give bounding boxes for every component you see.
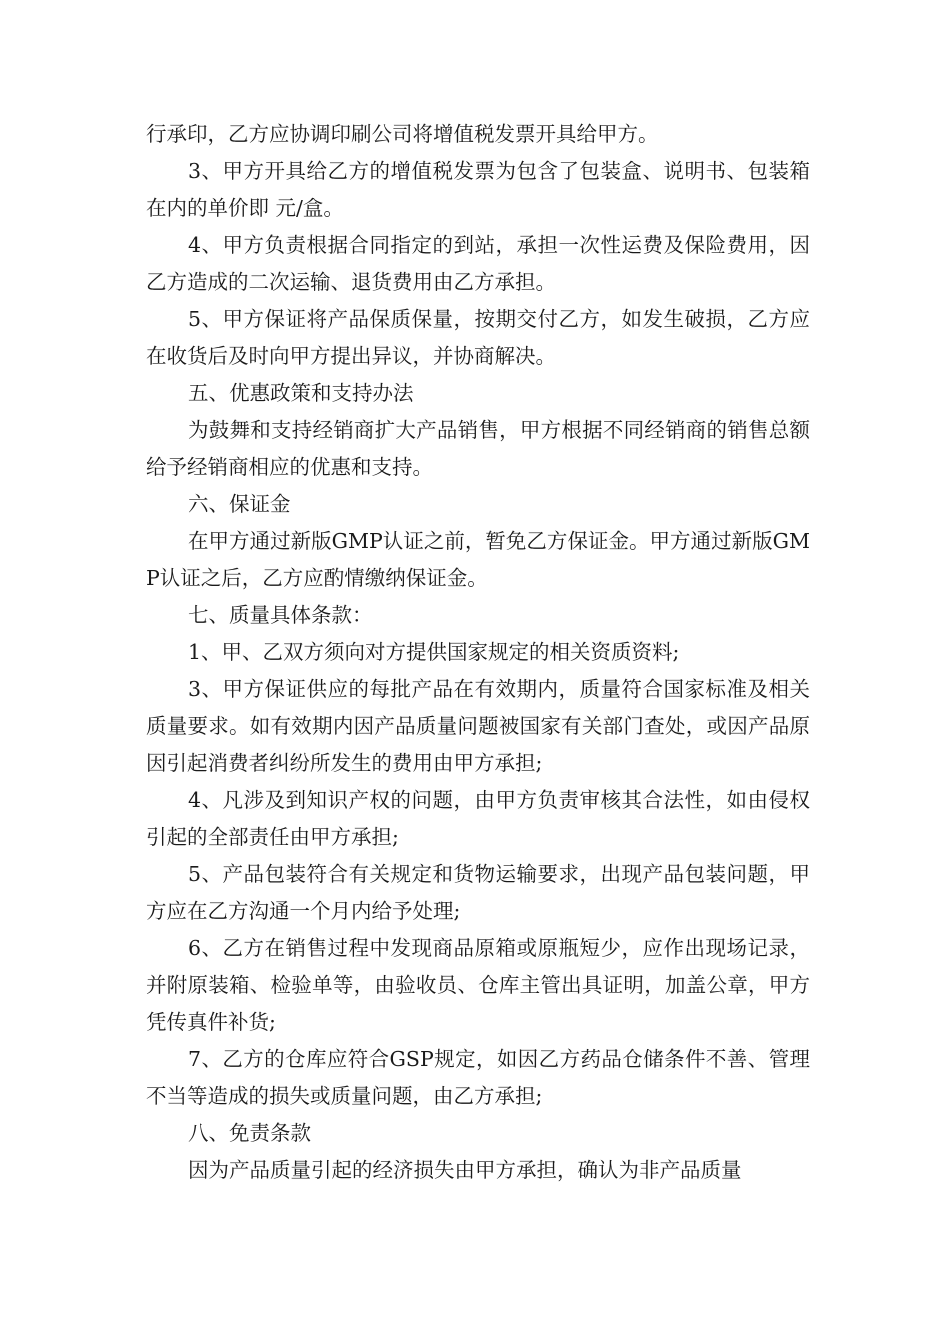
paragraph-clause-4-freight: 4、甲方负责根据合同指定的到站，承担一次性运费及保险费用，因乙方造成的二次运输、退货费用由乙方承担。 <box>146 233 810 294</box>
paragraph-quality-5: 5、产品包装符合有关规定和货物运输要求，出现产品包装问题，甲方应在乙方沟通一个月内给予处理; <box>146 862 810 923</box>
paragraph-quality-1: 1、甲、乙双方须向对方提供国家规定的相关资质资料; <box>188 640 680 664</box>
section-heading-8: 八、免责条款 <box>188 1121 311 1145</box>
paragraph-incentive: 为鼓舞和支持经销商扩大产品销售，甲方根据不同经销商的销售总额给予经销商相应的优惠和支持。 <box>146 418 810 479</box>
paragraph-quality-4: 4、凡涉及到知识产权的问题，由甲方负责审核其合法性，如由侵权引起的全部责任由甲方承担; <box>146 788 810 849</box>
paragraph-deposit: 在甲方通过新版GMP认证之前，暂免乙方保证金。甲方通过新版GMP认证之后，乙方应酌情缴纳保证金。 <box>146 529 810 590</box>
paragraph-exemption: 因为产品质量引起的经济损失由甲方承担，确认为非产品质量 <box>188 1158 742 1182</box>
paragraph-clause-5-delivery: 5、甲方保证将产品保质保量，按期交付乙方，如发生破损，乙方应在收货后及时向甲方提出异议，并协商解决。 <box>146 307 810 368</box>
document-body <box>146 116 810 1189</box>
paragraph-continuation: 行承印，乙方应协调印刷公司将增值税发票开具给甲方。 <box>146 122 659 146</box>
section-heading-7: 七、质量具体条款： <box>188 603 373 627</box>
paragraph-quality-7: 7、乙方的仓库应符合GSP规定，如因乙方药品仓储条件不善、管理不当等造成的损失或质量问题，由乙方承担; <box>146 1047 810 1108</box>
paragraph-quality-3: 3、甲方保证供应的每批产品在有效期内，质量符合国家标准及相关质量要求。如有效期内因产品质量问题被国家有关部门查处，或因产品原因引起消费者纠纷所发生的费用由甲方承担; <box>146 677 810 775</box>
section-heading-5: 五、优惠政策和支持办法 <box>188 381 414 405</box>
paragraph-clause-3-invoice: 3、甲方开具给乙方的增值税发票为包含了包装盒、说明书、包装箱在内的单价即 元/盒。 <box>146 159 810 220</box>
paragraph-quality-6: 6、乙方在销售过程中发现商品原箱或原瓶短少，应作出现场记录，并附原装箱、检验单等，由验收员、仓库主管出具证明，加盖公章，甲方凭传真件补货; <box>146 936 810 1034</box>
section-heading-6: 六、保证金 <box>188 492 291 516</box>
